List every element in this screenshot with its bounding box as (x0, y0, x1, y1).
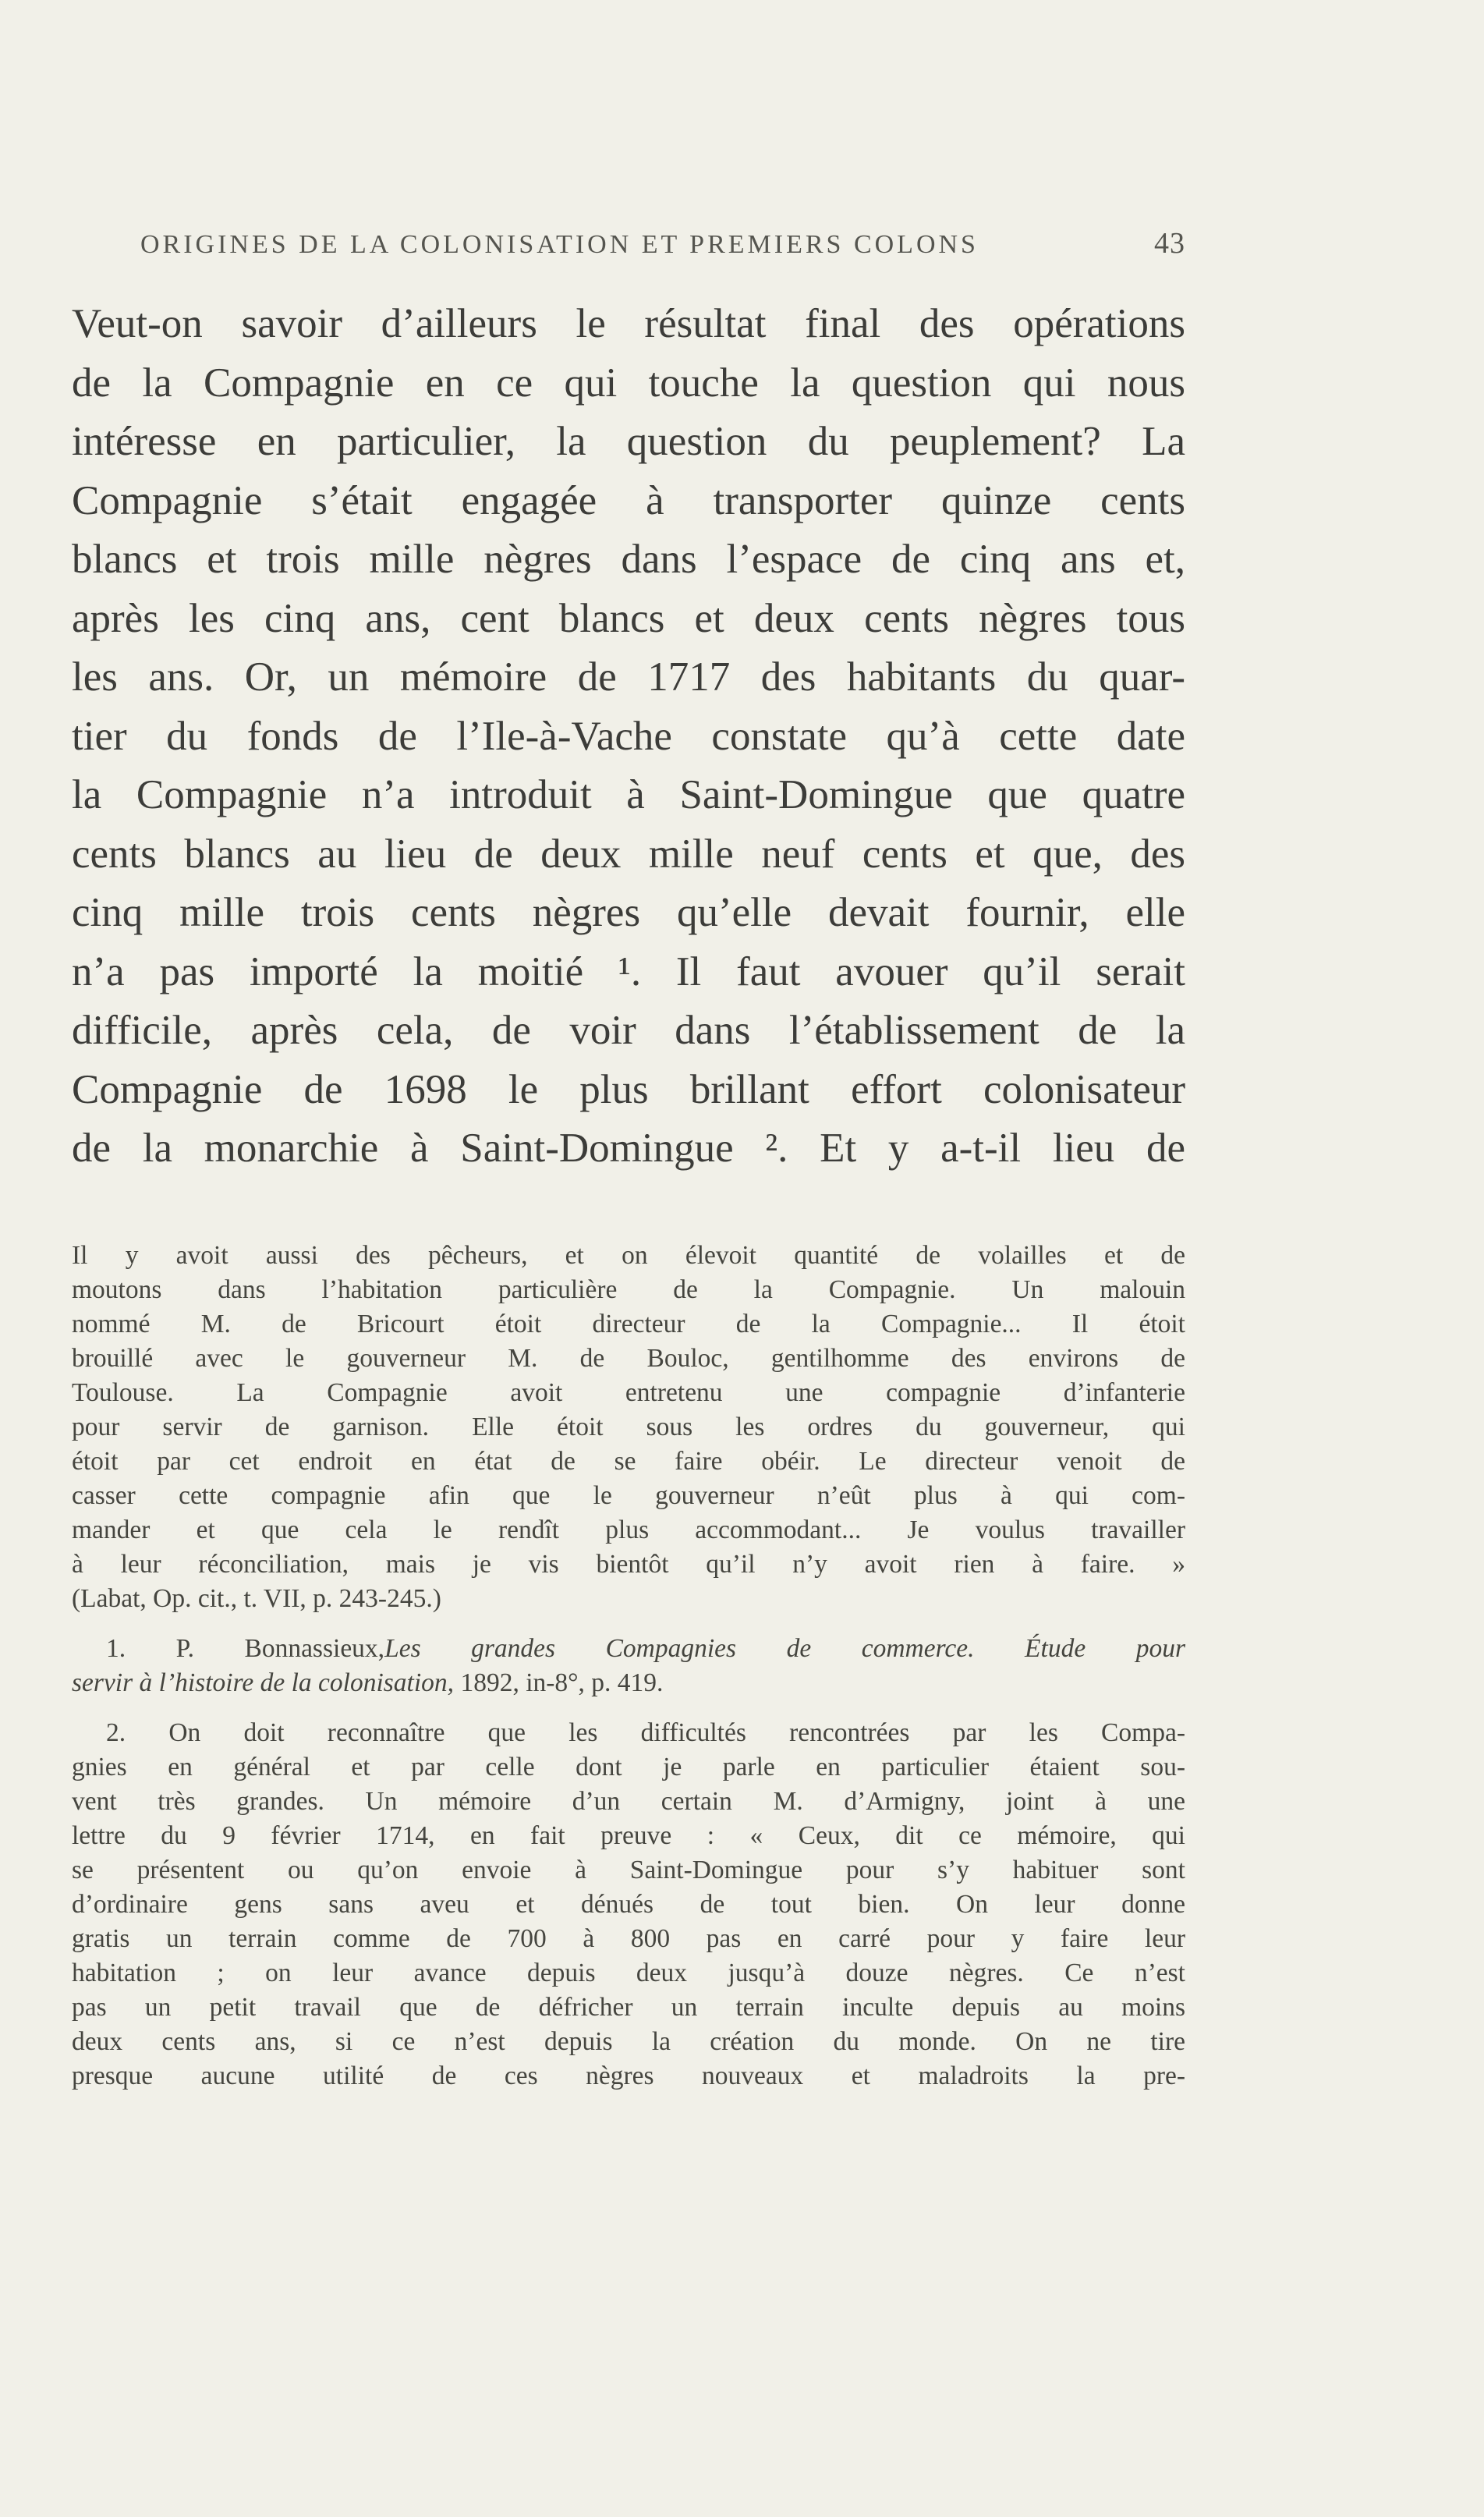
text-line: Compagnie s’était engagée à transporter quinze cents (72, 477, 1185, 523)
text-line: Compagnie de 1698 le plus brillant effort colonisateur (72, 1066, 1185, 1112)
footnote-line: étoit par cet endroit en état de se faire obéir. Le directeur venoit de (72, 1447, 1185, 1476)
footnote-line: casser cette compagnie afin que le gouverneur n’eût plus à qui com- (72, 1481, 1185, 1510)
footnote-2-line: gnies en général et par celle dont je parle en particulier étaient sou- (72, 1753, 1185, 1781)
main-text (72, 295, 1185, 1179)
footnote-line: pour servir de garnison. Elle étoit sous les ordres du gouverneur, qui (72, 1413, 1185, 1441)
footnote-2-line: presque aucune utilité de ces nègres nouveaux et maladroits la pre- (72, 2061, 1185, 2090)
footnote-2-line: 2. On doit reconnaître que les difficultés rencontrées par les Compa- (106, 1718, 1185, 1747)
footnote-2-line: vent très grandes. Un mémoire d’un certain M. d’Armigny, joint à une (72, 1787, 1185, 1816)
footnote-2-line: lettre du 9 février 1714, en fait preuve : « Ceux, dit ce mémoire, qui (72, 1821, 1185, 1850)
footnote-2-line: pas un petit travail que de défricher un terrain inculte depuis au moins (72, 1993, 1185, 2022)
text-line: la Compagnie n’a introduit à Saint-Domingue que quatre (72, 772, 1185, 817)
footnote-line: moutons dans l’habitation particulière de la Compagnie. Un malouin (72, 1275, 1185, 1304)
footnote-line: nommé M. de Bricourt étoit directeur de la Compagnie... Il étoit (72, 1310, 1185, 1338)
text-line: de la monarchie à Saint-Domingue ². Et y a-t-il lieu de (72, 1126, 1185, 1171)
footnote-1-title: Les grandes Compagnies de commerce. Étude pour (384, 1634, 1185, 1663)
text-line: les ans. Or, un mémoire de 1717 des habitants du quar- (72, 654, 1185, 700)
text-line: après les cinq ans, cent blancs et deux cents nègres tous (72, 595, 1185, 641)
text-line: blancs et trois mille nègres dans l’espace de cinq ans et, (72, 537, 1185, 582)
footnote-1-rest: 1892, in-8°, p. 419. (460, 1668, 664, 1697)
footnote-1-author: P. Bonnassieux, (175, 1634, 385, 1663)
footnote-2-line: se présentent ou qu’on envoie à Saint-Domingue pour s’y habituer sont (72, 1856, 1185, 1884)
text-line: intéresse en particulier, la question du peuplement? La (72, 419, 1185, 464)
text-line: Veut-on savoir d’ailleurs le résultat final des opérations (72, 301, 1185, 346)
footnote-1 (72, 1632, 1185, 1666)
footnote-line: à leur réconciliation, mais je vis bientôt qu’il n’y avoit rien à faire. » (72, 1550, 1185, 1579)
text-line: de la Compagnie en ce qui touche la question qui nous (72, 360, 1185, 406)
text-line: tier du fonds de l’Ile-à-Vache constate qu’à cette date (72, 713, 1185, 759)
page-header (140, 226, 1185, 261)
footnote-line: brouillé avec le gouverneur M. de Bouloc, gentilhomme des environs de (72, 1344, 1185, 1373)
footnote-line: (Labat, Op. cit., t. VII, p. 243-245.) (72, 1584, 441, 1613)
text-line: cents blancs au lieu de deux mille neuf cents et que, des (72, 831, 1185, 877)
footnote-1-cont (72, 1666, 1185, 1700)
page-number: 43 (1154, 227, 1185, 260)
text-line: n’a pas importé la moitié ¹. Il faut avouer qu’il serait (72, 948, 1185, 994)
footnote-line: mander et que cela le rendît plus accommodant... Je voulus travailler (72, 1516, 1185, 1544)
running-title: ORIGINES DE LA COLONISATION ET PREMIERS COLONS (140, 230, 979, 259)
text-line: cinq mille trois cents nègres qu’elle devait fournir, elle (72, 890, 1185, 935)
footnote-2-line: deux cents ans, si ce n’est depuis la création du monde. On ne tire (72, 2027, 1185, 2056)
footnotes (72, 1239, 1185, 2093)
footnote-2-line: gratis un terrain comme de 700 à 800 pas en carré pour y faire leur (72, 1924, 1185, 1953)
footnote-2-line: habitation ; on leur avance depuis deux jusqu’à douze nègres. Ce n’est (72, 1959, 1185, 1987)
footnote-line: Toulouse. La Compagnie avoit entretenu une compagnie d’infanterie (72, 1378, 1185, 1407)
text-line: difficile, après cela, de voir dans l’établissement de la (72, 1008, 1185, 1053)
footnote-2-line: d’ordinaire gens sans aveu et dénués de tout bien. On leur donne (72, 1890, 1185, 1919)
footnote-1-marker: 1. (106, 1634, 126, 1663)
footnote-line: Il y avoit aussi des pêcheurs, et on élevoit quantité de volailles et de (72, 1241, 1185, 1270)
footnote-1-title-cont: servir à l’histoire de la colonisation, (72, 1668, 455, 1697)
